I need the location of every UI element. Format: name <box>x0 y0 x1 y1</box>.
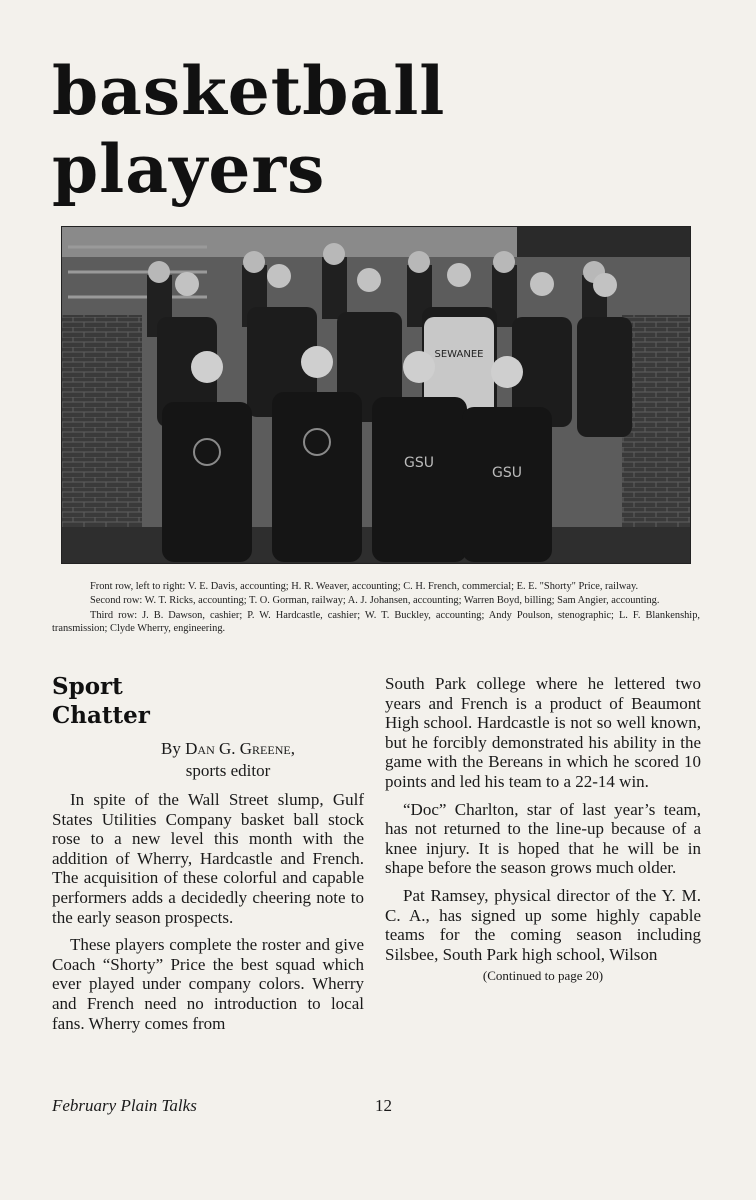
team-photo <box>61 226 691 564</box>
jersey-text-sewanee: SEWANEE <box>434 349 484 360</box>
jersey-text-gsu-2: GSU <box>492 465 522 481</box>
byline <box>52 738 364 782</box>
article-title-line-1: Sport <box>52 673 123 700</box>
paragraph-4: “Doc” Charlton, star of last year’s team, has not returned to the line-up because of a knee injury. It is hoped that he will be in shape before the season grows much older. <box>385 799 701 878</box>
article-title <box>52 672 364 730</box>
publication-name: February Plain Talks <box>52 1096 197 1115</box>
headline-line-1: basketball <box>52 52 446 130</box>
page-headline <box>52 52 445 208</box>
headline-line-2: players <box>52 130 326 208</box>
article-column-left <box>52 672 364 1033</box>
caption-second-row: Second row: W. T. Ricks, accounting; T. O. Gorman, railway; A. J. Johansen, accounting; Warren Boyd, billing; Sam Angier, accounting. <box>90 595 660 607</box>
article-title-line-2: Chatter <box>52 702 150 729</box>
paragraph-2: These players complete the roster and give Coach “Shorty” Price the best squad which ever played under company colors. Wherry and French need no introduction to local fans. Wherry comes from <box>52 935 364 1033</box>
byline-prefix: By <box>161 739 181 758</box>
byline-role: sports editor <box>185 761 271 780</box>
byline-name: Dan G. Greene, <box>185 739 295 758</box>
article-column-right <box>385 674 701 984</box>
paragraph-3: South Park college where he lettered two years and French is a product of Beaumont High school. Hardcastle is not so well known, but he forcibly demonstrated his ability in the game with the Bereans in which he scored 10 points and led his team to a 22-14 win. <box>385 674 701 791</box>
paragraph-5: Pat Ramsey, physical director of the Y. M. C. A., has signed up some highly capable teams for the coming season including Silsbee, South Park high school, Wilson <box>385 885 701 964</box>
caption-front-row: Front row, left to right: V. E. Davis, accounting; H. R. Weaver, accounting; C. H. French, commercial; E. E. "Shorty" Price, railway. <box>90 581 639 592</box>
photo-caption <box>52 580 700 637</box>
page-number: 12 <box>375 1096 392 1115</box>
jersey-text-gsu-1: GSU <box>404 455 434 471</box>
caption-third-row: Third row: J. B. Dawson, cashier; P. W. Hardcastle, cashier; W. T. Buckley, accounting; Andy Poulson, stenographic; L. F. Blankenship, transmission; Clyde Wherry, engineering. <box>52 609 700 635</box>
paragraph-1: In spite of the Wall Street slump, Gulf States Utilities Company basket ball stock rose to a new level this month with the addition of Wherry, Hardcastle and French. The acquisition of these colorful and capable performers adds a decidedly cheering note to the early season prospects. <box>52 790 364 927</box>
continued-note: (Continued to page 20) <box>482 968 604 984</box>
